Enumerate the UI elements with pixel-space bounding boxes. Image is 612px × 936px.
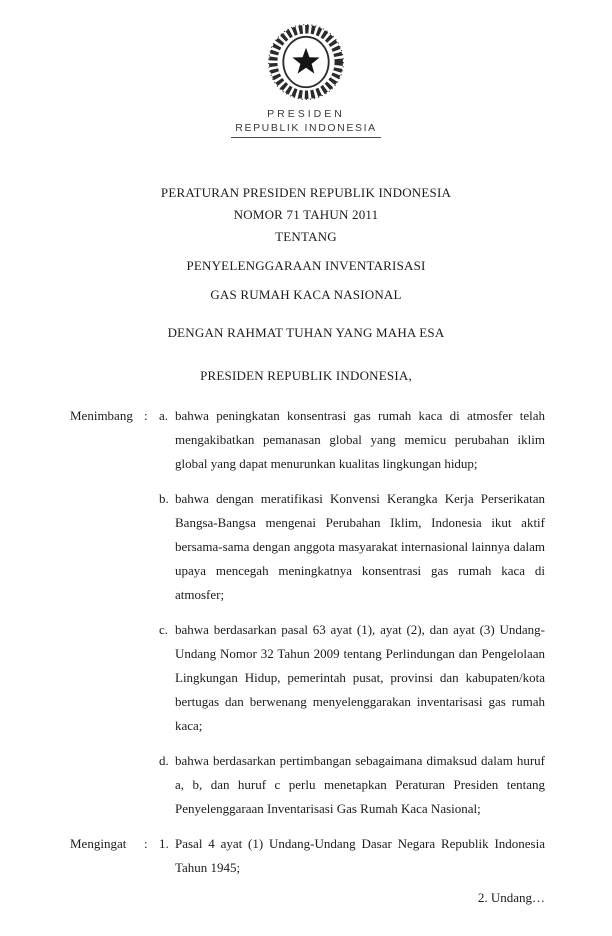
legal-basis-section bbox=[70, 832, 545, 880]
item-marker: d. bbox=[159, 753, 169, 768]
legal-basis-items bbox=[159, 832, 545, 880]
considerations-items bbox=[159, 404, 545, 821]
legal-basis-separator: : bbox=[144, 836, 148, 851]
item-text: bahwa dengan meratifikasi Konvensi Kerangka Kerja Perserikatan Bangsa-Bangsa mengenai Perubahan Iklim, Indonesia ikut aktif bersama-sama dengan anggota masyarakat internasional lainnya dalam upaya mencegah meningkatnya konsentrasi gas rumah kaca di atmosfer; bbox=[175, 491, 545, 602]
consideration-item-b bbox=[159, 487, 545, 607]
item-text: bahwa berdasarkan pasal 63 ayat (1), ayat (2), dan ayat (3) Undang-Undang Nomor 32 Tahun 2009 tentang Perlindungan dan Pengelolaan Lingkungan Hidup, pemerintah pusat, provinsi dan kabupaten/kota bertugas dan berwenang menyelenggarakan inventarisasi gas rumah kaca; bbox=[175, 622, 545, 733]
invocation-line: DENGAN RAHMAT TUHAN YANG MAHA ESA bbox=[167, 325, 445, 340]
subject-line-1: PENYELENGGARAAN INVENTARISASI bbox=[186, 258, 426, 273]
item-marker: b. bbox=[159, 491, 169, 506]
item-text: bahwa berdasarkan pertimbangan sebagaimana dimaksud dalam huruf a, b, dan huruf c perlu menetapkan Peraturan Presiden tentang Penyelenggaraan Inventarisasi Gas Rumah Kaca Nasional; bbox=[175, 753, 545, 816]
item-marker: c. bbox=[159, 622, 169, 637]
consideration-item-c bbox=[159, 618, 545, 738]
consideration-item-d bbox=[159, 749, 545, 821]
item-text: bahwa peningkatan konsentrasi gas rumah kaca di atmosfer telah mengakibatkan pemanasan global yang memicu perubahan iklim global yang dapat menurunkan kualitas lingkungan hidup; bbox=[175, 408, 545, 471]
letterhead-republik-indonesia: REPUBLIK INDONESIA bbox=[235, 122, 377, 134]
regulation-number: NOMOR 71 TAHUN 2011 bbox=[233, 207, 379, 222]
subject-line-2: GAS RUMAH KACA NASIONAL bbox=[210, 287, 402, 302]
presidential-seal-icon bbox=[0, 20, 612, 104]
letterhead-rule bbox=[231, 137, 381, 138]
item-marker: a. bbox=[159, 408, 169, 423]
item-marker: 1. bbox=[159, 836, 169, 851]
document-body bbox=[0, 404, 612, 880]
legal-basis-label: Mengingat bbox=[70, 836, 127, 851]
item-text: Pasal 4 ayat (1) Undang-Undang Dasar Negara Republik Indonesia Tahun 1945; bbox=[175, 836, 545, 875]
consideration-item-a bbox=[159, 404, 545, 476]
letterhead-presiden: PRESIDEN bbox=[267, 108, 345, 120]
considerations-label: Menimbang bbox=[70, 408, 133, 423]
considerations-separator: : bbox=[144, 408, 148, 423]
tentang-label: TENTANG bbox=[275, 229, 337, 244]
title-block bbox=[0, 182, 612, 306]
page-continuation-marker: 2. Undang… bbox=[477, 890, 545, 905]
authority-line: PRESIDEN REPUBLIK INDONESIA, bbox=[200, 368, 412, 383]
letterhead bbox=[0, 0, 612, 138]
legal-basis-item-1 bbox=[159, 832, 545, 880]
considerations-section bbox=[70, 404, 545, 821]
regulation-title: PERATURAN PRESIDEN REPUBLIK INDONESIA bbox=[160, 185, 452, 200]
